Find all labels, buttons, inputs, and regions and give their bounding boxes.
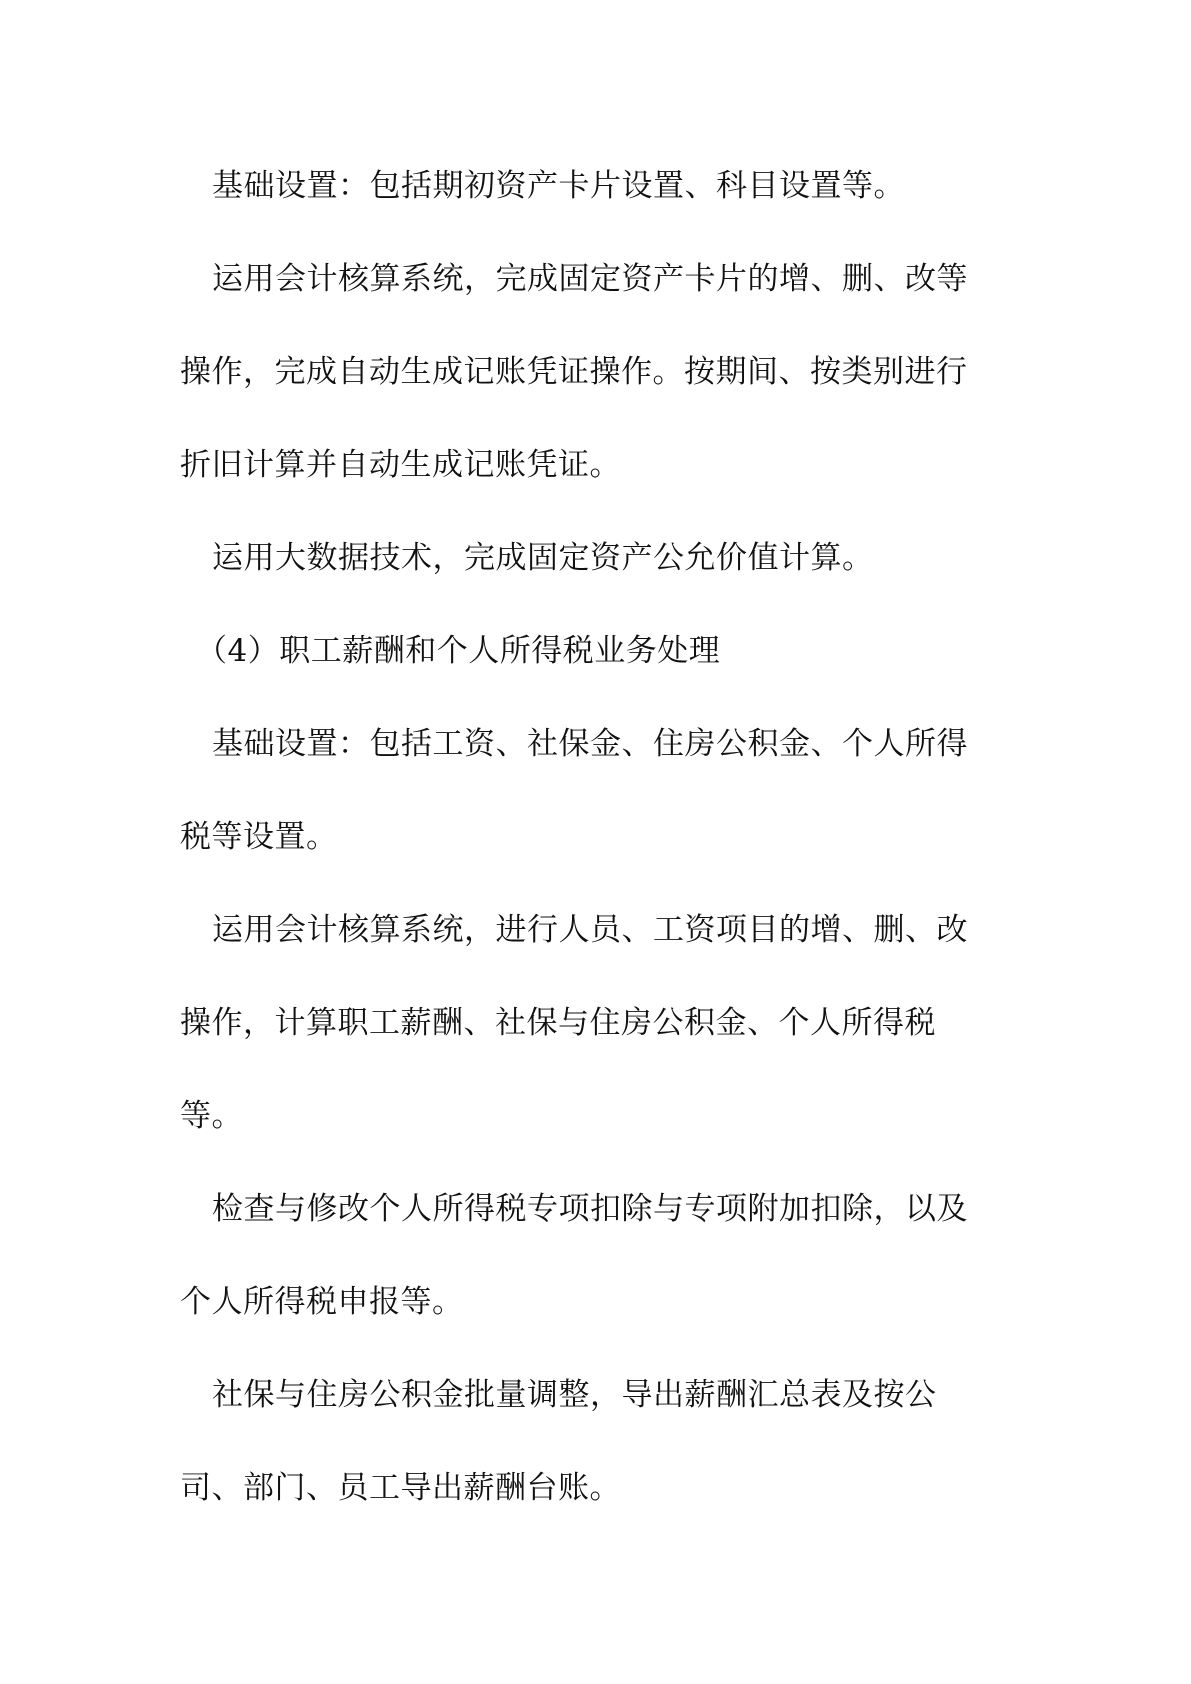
paragraph-line: 操作，完成自动生成记账凭证操作。按期间、按类别进行 xyxy=(180,354,968,390)
paragraph-line: 检查与修改个人所得税专项扣除与专项附加扣除，以及 xyxy=(212,1191,968,1227)
paragraph-line: 折旧计算并自动生成记账凭证。 xyxy=(180,447,621,483)
paragraph-line: 等。 xyxy=(180,1098,243,1134)
paragraph-line: 司、部门、员工导出薪酬台账。 xyxy=(180,1470,621,1506)
paragraph-line: 运用大数据技术，完成固定资产公允价值计算。 xyxy=(212,540,874,576)
paragraph-line: 社保与住房公积金批量调整，导出薪酬汇总表及按公 xyxy=(212,1377,937,1413)
paragraph-line: 基础设置：包括期初资产卡片设置、科目设置等。 xyxy=(212,168,905,204)
section-heading: （4）职工薪酬和个人所得税业务处理 xyxy=(196,633,721,669)
paragraph-line: 操作，计算职工薪酬、社保与住房公积金、个人所得税 xyxy=(180,1005,936,1041)
paragraph-line: 基础设置：包括工资、社保金、住房公积金、个人所得 xyxy=(212,726,968,762)
paragraph-line: 税等设置。 xyxy=(180,819,338,855)
paragraph-line: 运用会计核算系统，完成固定资产卡片的增、删、改等 xyxy=(212,261,968,297)
paragraph-line: 运用会计核算系统，进行人员、工资项目的增、删、改 xyxy=(212,912,968,948)
paragraph-line: 个人所得税申报等。 xyxy=(180,1284,464,1320)
